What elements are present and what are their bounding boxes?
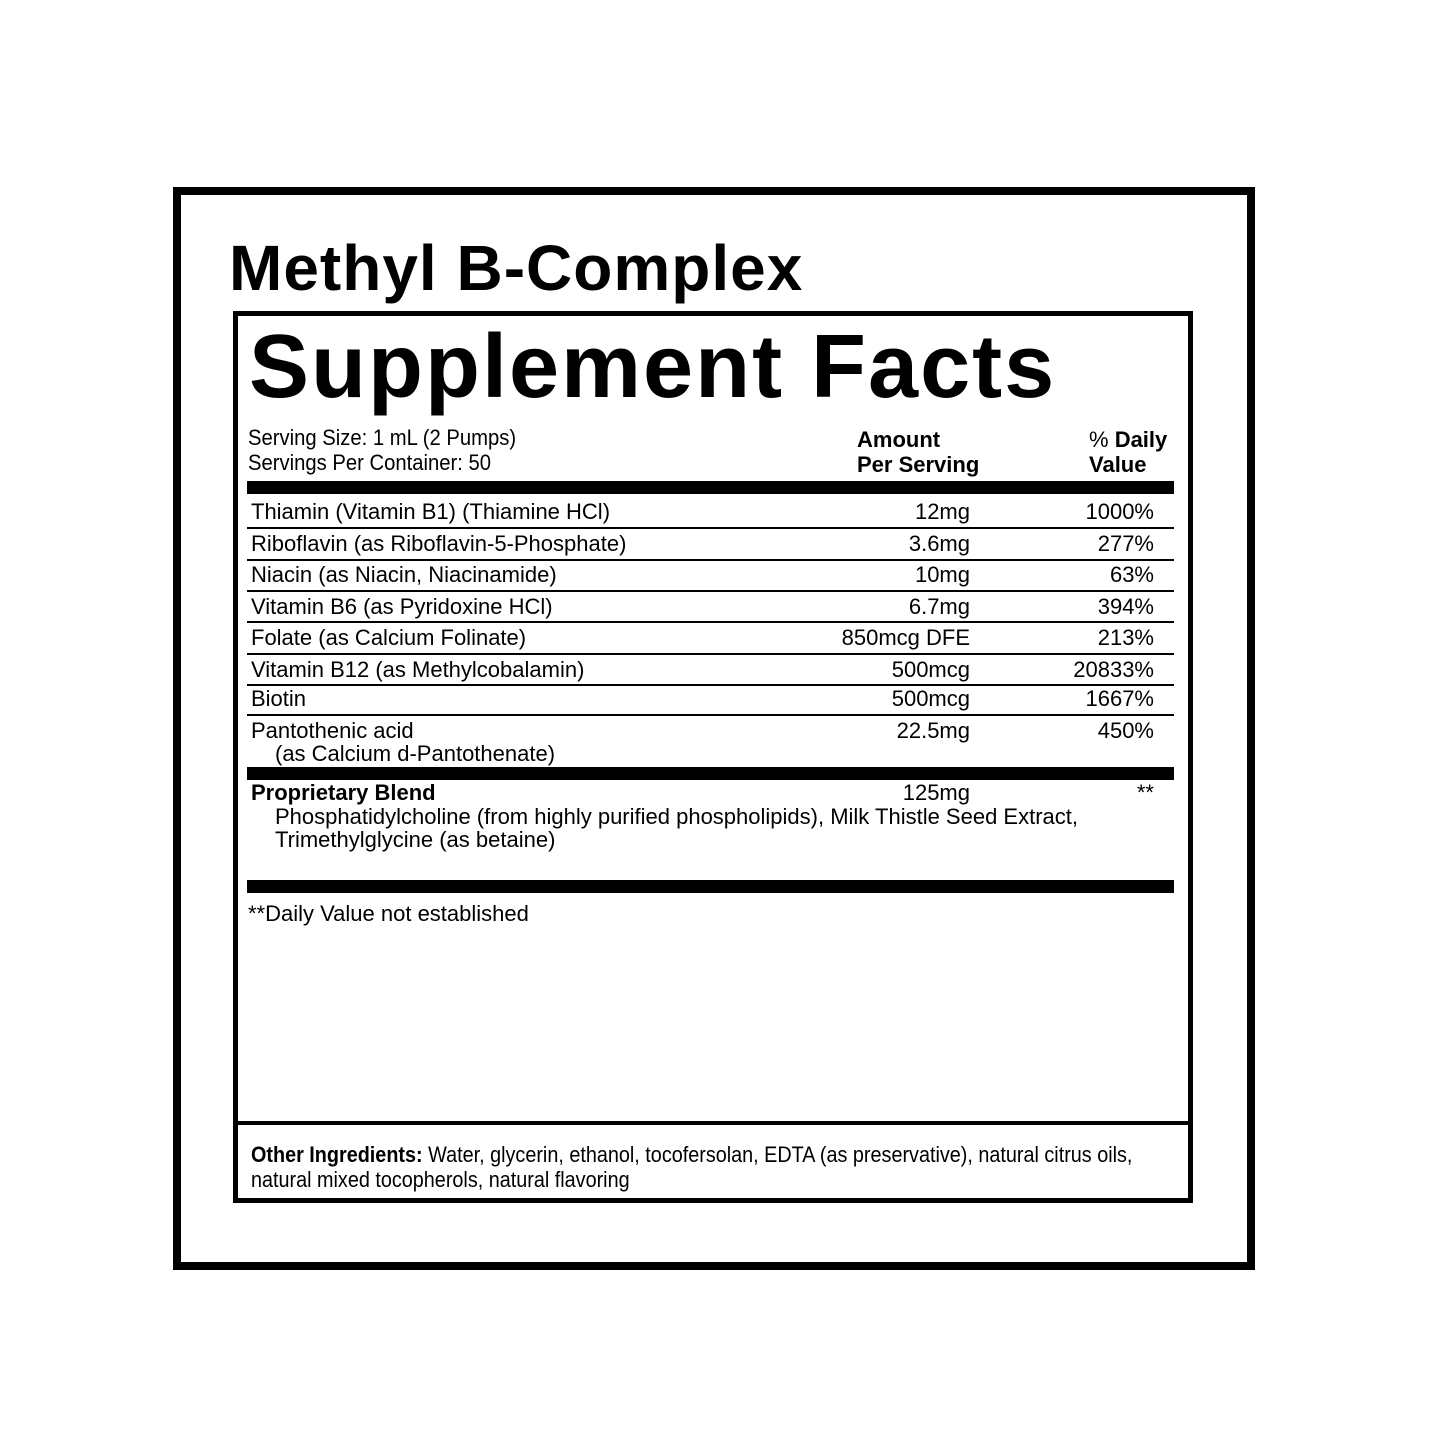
other-ingredients-text: [251, 1142, 1151, 1192]
row-divider: [247, 714, 1174, 716]
row-divider: [247, 653, 1174, 655]
servings-per-container: Servings Per Container: 50: [248, 450, 492, 475]
proprietary-blend-amount: 125mg: [902, 780, 970, 805]
dv-header-line2: Value: [1089, 452, 1147, 477]
nutrient-amount: 850mcg DFE: [841, 625, 970, 650]
nutrient-name: Biotin: [251, 686, 307, 711]
nutrient-daily-value: 213%: [1097, 625, 1154, 650]
nutrient-amount: 6.7mg: [908, 594, 970, 619]
dv-header-pct: %: [1089, 427, 1109, 452]
other-ingredients-label: Other Ingredients:: [251, 1142, 423, 1167]
blend-thick-divider: [247, 767, 1174, 780]
dv-header-word: Daily: [1114, 427, 1168, 452]
footnote: **Daily Value not established: [248, 901, 529, 926]
nutrient-amount: 22.5mg: [896, 718, 970, 743]
nutrient-name: Thiamin (Vitamin B1) (Thiamine HCl): [251, 499, 611, 524]
nutrient-daily-value: 20833%: [1073, 657, 1154, 682]
nutrient-daily-value: 450%: [1097, 718, 1154, 743]
nutrient-name: Pantothenic acid: [251, 718, 414, 743]
nutrient-amount: 500mcg: [891, 686, 970, 711]
serving-info: [248, 425, 516, 475]
header-thick-divider: [247, 481, 1174, 494]
row-divider: [247, 559, 1174, 561]
dv-header-line1: [1089, 427, 1167, 452]
footer-thick-divider: [247, 880, 1174, 893]
proprietary-blend-daily-value: **: [1136, 780, 1154, 805]
serving-size: Serving Size: 1 mL (2 Pumps): [248, 425, 517, 450]
product-name: Methyl B-Complex: [229, 232, 804, 304]
nutrient-daily-value: 277%: [1097, 531, 1154, 556]
daily-value-column-header: [1089, 427, 1167, 477]
nutrient-amount: 3.6mg: [908, 531, 970, 556]
nutrient-amount: 12mg: [914, 499, 970, 524]
row-divider: [247, 590, 1174, 592]
facts-title: Supplement Facts: [249, 317, 1057, 417]
nutrient-name: Folate (as Calcium Folinate): [251, 625, 527, 650]
row-divider: [247, 621, 1174, 623]
nutrient-name: Riboflavin (as Riboflavin-5-Phosphate): [251, 531, 627, 556]
other-ingredients-section: [238, 1121, 1188, 1198]
nutrient-daily-value: 394%: [1097, 594, 1154, 619]
nutrient-daily-value: 1000%: [1085, 499, 1154, 524]
nutrient-daily-value: 1667%: [1085, 686, 1154, 711]
nutrient-daily-value: 63%: [1109, 562, 1154, 587]
row-divider: [247, 527, 1174, 529]
nutrient-source: (as Calcium d-Pantothenate): [275, 741, 556, 766]
amount-column-header: [857, 427, 979, 477]
nutrient-amount: 10mg: [914, 562, 970, 587]
row-divider: [247, 684, 1174, 686]
nutrient-amount: 500mcg: [891, 657, 970, 682]
proprietary-blend-name: Proprietary Blend: [251, 780, 436, 805]
nutrient-name: Vitamin B12 (as Methylcobalamin): [251, 657, 585, 682]
amount-header-line1: Amount: [857, 427, 941, 452]
other-ingredients-list: Water, glycerin, ethanol, tocofersolan, EDTA (as preservative), natural citrus oils, natural mixed tocopherols, natural flavoring: [251, 1142, 1133, 1192]
nutrient-name: Niacin (as Niacin, Niacinamide): [251, 562, 557, 587]
nutrient-name: Vitamin B6 (as Pyridoxine HCl): [251, 594, 553, 619]
proprietary-blend-description: Phosphatidylcholine (from highly purified phospholipids), Milk Thistle Seed Extract, Trimethylglycine (as betaine): [275, 804, 1078, 852]
amount-header-line2: Per Serving: [857, 452, 980, 477]
